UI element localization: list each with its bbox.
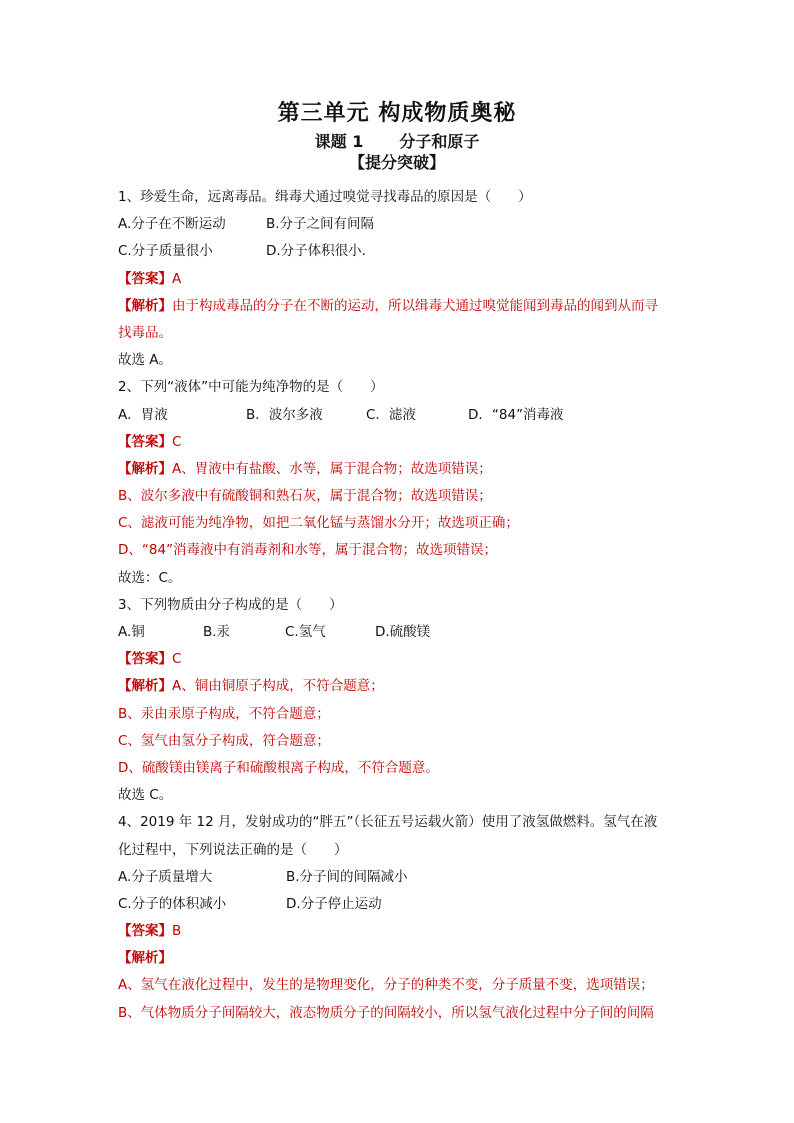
question-2-analysis-a xyxy=(118,456,688,483)
analysis-label: 【解析】 xyxy=(118,297,172,314)
option-b: B.分子之间有间隔 xyxy=(266,216,375,233)
option-a: A.铜 xyxy=(118,624,145,640)
question-2-choice: 故选：C。 xyxy=(118,569,182,586)
question-4-answer xyxy=(118,918,688,945)
analysis-text: A、胃液中有盐酸、水等，属于混合物；故选项错误； xyxy=(172,460,492,477)
option-a: A.分子质量增大 xyxy=(118,868,213,885)
question-4-analysis-a: A、氢气在液化过程中，发生的是物理变化，分子的种类不变，分子质量不变，选项错误； xyxy=(118,977,654,994)
question-4-stem-cont: 化过程中，下列说法正确的是（ ） xyxy=(118,841,348,858)
question-1-options-row-2 xyxy=(118,238,688,265)
question-1-stem: 1、珍爱生命，远离毒品。缉毒犬通过嗅觉寻找毒品的原因是（ ） xyxy=(118,189,532,205)
question-4-analysis-b: B、气体物质分子间隔较大，液态物质分子的间隔较小，所以氢气液化过程中分子间的间隔 xyxy=(118,1004,654,1021)
question-3-analysis-c: C、氢气由氢分子构成，符合题意； xyxy=(118,732,330,749)
question-1-answer xyxy=(118,266,688,293)
analysis-text: 由于构成毒品的分子在不断的运动，所以缉毒犬通过嗅觉能闻到毒品的闻到从而寻 xyxy=(172,297,658,314)
analysis-label: 【解析】 xyxy=(118,460,172,477)
question-1-analysis-cont: 找毒品。 xyxy=(118,324,172,341)
section-title: 【提分突破】 xyxy=(348,153,445,172)
question-1-analysis xyxy=(118,293,688,320)
question-3-options xyxy=(118,619,688,646)
option-d: D.分子体积很小. xyxy=(266,243,366,260)
option-d: D.硫酸镁 xyxy=(375,624,431,640)
question-4-stem: 4、2019 年 12 月，发射成功的“胖五”（长征五号运载火箭）使用了液氢做燃料。氢气在液 xyxy=(118,814,658,831)
option-d: D.分子停止运动 xyxy=(286,895,382,912)
option-b: B.汞 xyxy=(203,624,231,640)
option-c: C.分子质量很小 xyxy=(118,243,213,260)
question-4-options-row-2 xyxy=(118,891,688,918)
lesson-name: 分子和原子 xyxy=(399,132,480,151)
question-4-analysis-label xyxy=(118,945,688,972)
question-3-analysis-d: D、硫酸镁由镁离子和硫酸根离子构成，不符合题意。 xyxy=(118,759,439,776)
question-2-analysis-c: C、滤液可能为纯净物，如把二氧化锰与蒸馏水分开；故选项正确； xyxy=(118,515,519,532)
option-a: A.分子在不断运动 xyxy=(118,216,226,233)
question-2-analysis-b: B、波尔多液中有硫酸铜和熟石灰，属于混合物；故选项错误； xyxy=(118,488,492,505)
option-b: B.分子间的间隔减小 xyxy=(286,868,408,885)
lesson-number: 课题 1 xyxy=(314,132,364,151)
answer-value: C xyxy=(172,651,182,668)
answer-label: 【答案】 xyxy=(118,651,172,668)
question-2-options xyxy=(118,402,688,429)
answer-value: B xyxy=(172,923,182,940)
question-1-choice: 故选 A。 xyxy=(118,352,173,369)
question-2-stem: 2、下列“液体”中可能为纯净物的是（ ） xyxy=(118,379,384,396)
analysis-label: 【解析】 xyxy=(118,678,172,695)
option-c: C．滤液 xyxy=(366,406,416,423)
question-3-answer xyxy=(118,646,688,673)
answer-label: 【答案】 xyxy=(118,433,172,450)
question-3-choice: 故选 C。 xyxy=(118,787,173,804)
answer-label: 【答案】 xyxy=(118,923,172,940)
lesson-title xyxy=(0,129,794,152)
unit-title: 第三单元 构成物质奥秘 xyxy=(277,101,517,126)
option-a: A．胃液 xyxy=(118,406,168,423)
question-3-analysis-a xyxy=(118,673,688,700)
question-2-analysis-d: D、“84”消毒液中有消毒剂和水等，属于混合物；故选项错误； xyxy=(118,542,498,559)
option-d: D．“84”消毒液 xyxy=(468,406,564,423)
option-b: B．波尔多液 xyxy=(246,406,323,423)
question-4-options-row-1 xyxy=(118,864,688,891)
option-c: C.分子的体积减小 xyxy=(118,895,227,912)
answer-value: C xyxy=(172,433,182,450)
option-c: C.氢气 xyxy=(285,624,326,640)
answer-label: 【答案】 xyxy=(118,270,172,287)
question-3-analysis-b: B、汞由汞原子构成，不符合题意； xyxy=(118,705,330,722)
analysis-label: 【解析】 xyxy=(118,950,172,967)
question-2-answer xyxy=(118,429,688,456)
question-list xyxy=(118,184,688,1027)
answer-value: A xyxy=(172,270,182,287)
question-1-options-row-1 xyxy=(118,211,688,238)
question-3-stem: 3、下列物质由分子构成的是（ ） xyxy=(118,596,343,613)
analysis-text: A、铜由铜原子构成，不符合题意； xyxy=(172,678,384,695)
